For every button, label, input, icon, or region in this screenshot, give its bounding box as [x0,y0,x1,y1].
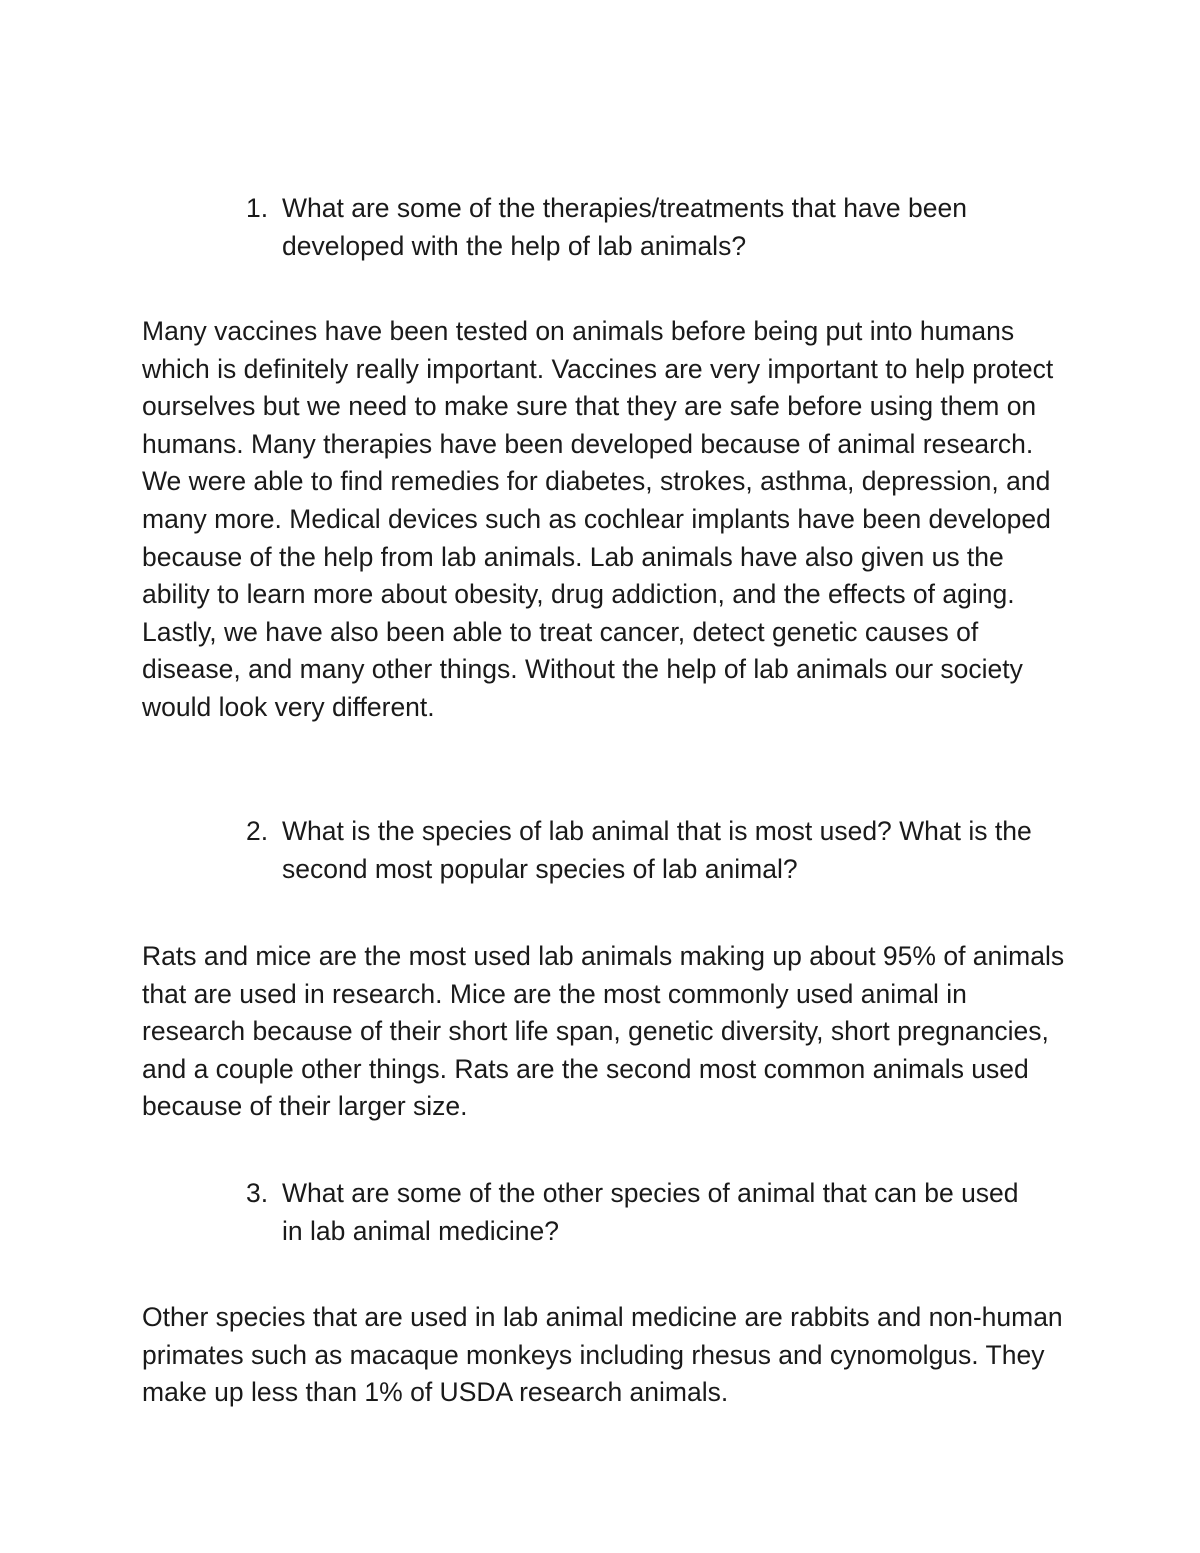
question-3 [246,1175,1046,1250]
question-text: What are some of the other species of animal that can be used in lab animal medicine? [282,1178,1019,1246]
answer-3: Other species that are used in lab animal medicine are rabbits and non-human primates such as macaque monkeys including rhesus and cynomolgus. They make up less than 1% of USDA research animals. [142,1302,1063,1408]
question-number: 1. [246,193,269,223]
answer-1: Many vaccines have been tested on animals before being put into humans which is definitely really important. Vaccines are very important to help protect ourselves but we need to make sure that they are safe before using them on humans. Many therapies have been developed because of animal research. We were able to find remedies for diabetes, strokes, asthma, depression, and many more. Medical devices such as cochlear implants have been developed because of the help from lab animals. Lab animals have also given us the ability to learn more about obesity, drug addiction, and the effects of aging. Lastly, we have also been able to treat cancer, detect genetic causes of disease, and many other things. Without the help of lab animals our society would look very different. [142,316,1054,722]
question-number: 3. [246,1178,269,1208]
question-1 [246,190,1046,265]
question-number: 2. [246,816,269,846]
question-2 [246,813,1046,888]
question-text: What is the species of lab animal that is most used? What is the second most popular species of lab animal? [282,816,1032,884]
question-text: What are some of the therapies/treatments that have been developed with the help of lab animals? [282,193,967,261]
answer-2: Rats and mice are the most used lab animals making up about 95% of animals that are used in research. Mice are the most commonly used animal in research because of their short life span, genetic diversity, short pregnancies, and a couple other things. Rats are the second most common animals used because of their larger size. [142,941,1065,1122]
